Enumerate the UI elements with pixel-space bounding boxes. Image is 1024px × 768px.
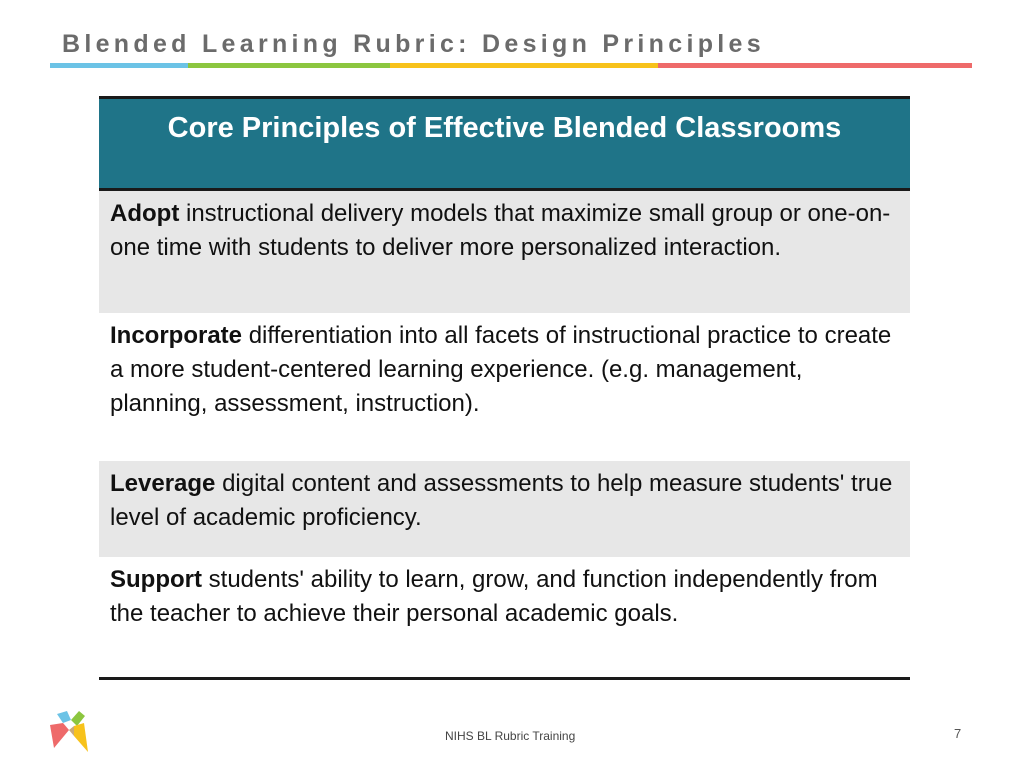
- logo-petal-red: [50, 723, 69, 748]
- rule-segment-yellow: [390, 63, 658, 68]
- table-row: [99, 191, 910, 313]
- table-row: [99, 313, 910, 461]
- slide-number: 7: [954, 726, 962, 741]
- table-header: Core Principles of Effective Blended Classrooms: [99, 99, 910, 191]
- row-text: students' ability to learn, grow, and function independently from the teacher to achieve their personal academic goals.: [110, 566, 878, 627]
- principles-table: [99, 96, 910, 680]
- slide-title: Blended Learning Rubric: Design Principles: [62, 30, 765, 58]
- school-logo-graphic: [50, 708, 92, 754]
- row-lead-word: Leverage: [110, 470, 216, 497]
- logo-petal-center: [69, 726, 74, 736]
- table-row: [99, 557, 910, 677]
- rule-segment-red: [658, 63, 972, 68]
- rule-segment-green: [188, 63, 390, 68]
- row-text: instructional delivery models that maximize small group or one-on-one time with students to deliver more personalized interaction.: [110, 200, 891, 261]
- logo-petal-yellow: [74, 723, 88, 752]
- rule-segment-blue: [50, 63, 188, 68]
- school-logo-icon: [50, 708, 92, 754]
- footer-text: NIHS BL Rubric Training: [445, 729, 576, 743]
- row-lead-word: Adopt: [110, 200, 180, 227]
- row-lead-word: Support: [110, 566, 202, 593]
- row-text: differentiation into all facets of instructional practice to create a more student-centered learning experience. (e.g. management, planning, assessment, instruction).: [110, 322, 892, 417]
- title-underline-rule: [50, 63, 972, 68]
- row-lead-word: Incorporate: [110, 322, 243, 349]
- row-text: digital content and assessments to help measure students' true level of academic proficiency.: [110, 470, 893, 531]
- logo-petal-blue: [57, 711, 71, 723]
- table-row: [99, 461, 910, 557]
